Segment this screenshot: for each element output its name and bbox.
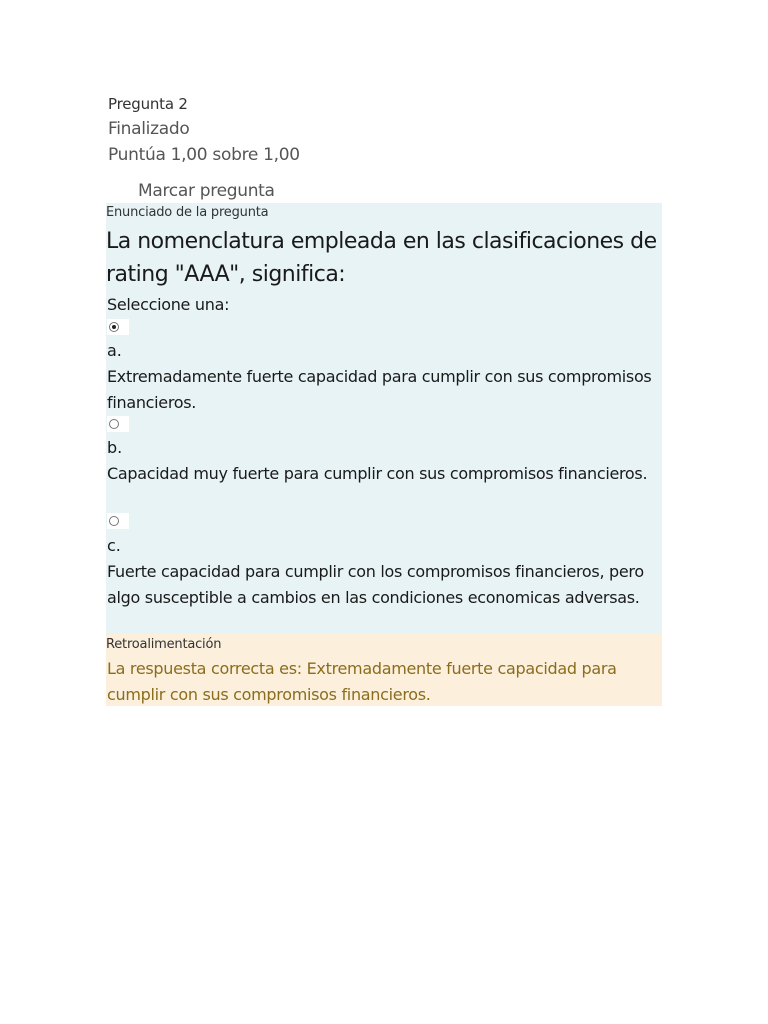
option-a-letter[interactable]: a. xyxy=(107,341,122,360)
option-c-radio[interactable] xyxy=(109,516,119,526)
question-state: Finalizado xyxy=(108,119,190,139)
answer-prompt: Seleccione una: xyxy=(107,295,230,314)
option-b-text[interactable]: Capacidad muy fuerte para cumplir con sus compromisos financieros. xyxy=(107,464,648,483)
question-info xyxy=(108,92,408,168)
option-b-letter[interactable]: b. xyxy=(107,438,123,457)
correct-answer-text: La respuesta correcta es: Extremadamente fuerte capacidad para cumplir con sus compromisos financieros. xyxy=(107,659,617,704)
question-number: Pregunta 2 xyxy=(108,95,188,113)
question-formulation xyxy=(106,203,662,634)
feedback-section-label: Retroalimentación xyxy=(106,637,222,652)
feedback-panel xyxy=(106,634,662,706)
option-a-radio-wrapper xyxy=(107,319,129,335)
question-grade: Puntúa 1,00 sobre 1,00 xyxy=(108,145,300,165)
question-text: La nomenclatura empleada en las clasificaciones de rating "AAA", significa: xyxy=(106,229,657,287)
option-c-radio-wrapper xyxy=(107,513,129,529)
option-c-text[interactable]: Fuerte capacidad para cumplir con los compromisos financieros, pero algo susceptible a cambios en las condiciones economicas adversas. xyxy=(107,562,644,607)
option-a-text[interactable]: Extremadamente fuerte capacidad para cumplir con sus compromisos financieros. xyxy=(107,367,652,412)
flag-question-link[interactable]: Marcar pregunta xyxy=(138,181,275,201)
option-a-radio[interactable] xyxy=(109,322,119,332)
formulation-section-label: Enunciado de la pregunta xyxy=(106,205,269,220)
option-b-radio[interactable] xyxy=(109,419,119,429)
option-c-letter[interactable]: c. xyxy=(107,536,121,555)
option-b-radio-wrapper xyxy=(107,416,129,432)
